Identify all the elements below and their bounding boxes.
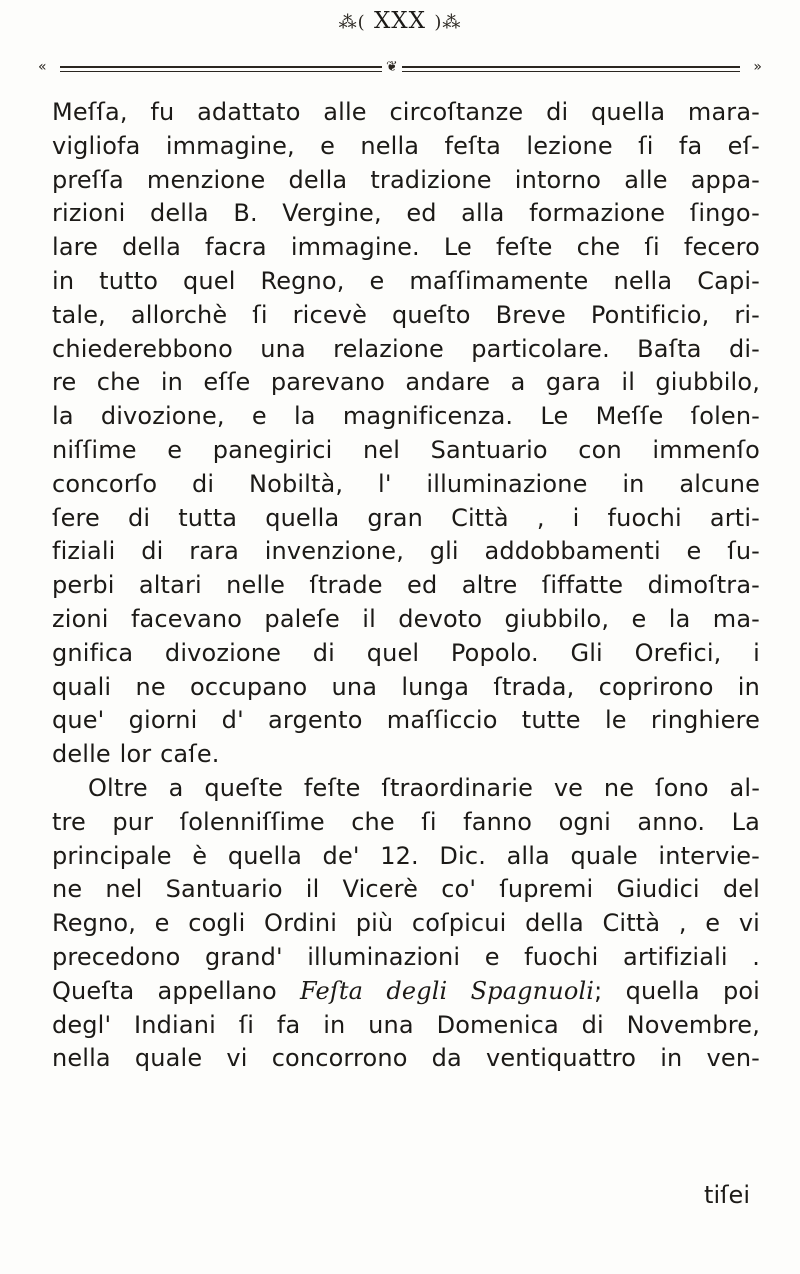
rule-end-right-ornament: » bbox=[753, 59, 762, 75]
text-line: gnifica divozione di quel Popolo. Gli Orefici, i bbox=[52, 638, 760, 667]
text-line: Regno, e cogli Ordini più coſpicui della Città , e vi bbox=[52, 909, 760, 938]
text-line: degl' Indiani ſi fa in una Domenica di Novembre, bbox=[52, 1010, 760, 1039]
text-line: perbi altari nelle ſtrade ed altre ſiffatte dimoſtra- bbox=[52, 571, 760, 600]
rule-center-ornament: ❦ bbox=[382, 59, 402, 75]
text-line: re che in eſſe parevano andare a gara il giubbilo, bbox=[52, 368, 760, 397]
text-line: precedono grand' illuminazioni e fuochi artifiziali . bbox=[52, 942, 760, 971]
text-line: la divozione, e la magnificenza. Le Meſſe ſolen- bbox=[52, 402, 760, 431]
text-line: ne nel Santuario il Vicerè co' ſupremi Giudici del bbox=[52, 875, 760, 904]
text-line: principale è quella de' 12. Dic. alla quale intervie- bbox=[52, 841, 760, 870]
text-line: lare della facra immagine. Le feſte che ſi fecero bbox=[52, 233, 760, 262]
page-header bbox=[0, 8, 800, 48]
text-line: fiziali di rara invenzione, gli addobbamenti e ſu- bbox=[52, 537, 760, 566]
text-line: niſſime e panegirici nel Santuario con immenſo bbox=[52, 435, 760, 464]
header-ornament-left: ⁂( bbox=[338, 11, 366, 33]
text-segment: ; quella poi bbox=[594, 976, 760, 1005]
text-line: in tutto quel Regno, e maſſimamente nella Capi- bbox=[52, 266, 760, 295]
rule-end-left-ornament: « bbox=[38, 59, 47, 75]
text-line: tale, allorchè ſi ricevè queſto Breve Pontificio, ri- bbox=[52, 300, 760, 329]
text-line: rizioni della B. Vergine, ed alla formazione ſingo- bbox=[52, 199, 760, 228]
text-line: nella quale vi concorrono da ventiquattro in ven- bbox=[52, 1044, 760, 1073]
text-segment: Queſta appellano bbox=[52, 976, 300, 1005]
text-line: vigliofa immagine, e nella feſta lezione ſi fa eſ- bbox=[52, 131, 760, 160]
paragraph-2-first-line: Oltre a queſte feſte ſtraordinarie ve ne ſono al- bbox=[88, 773, 760, 802]
text-line-with-italic bbox=[52, 975, 760, 1009]
text-line: zioni facevano paleſe il devoto giubbilo, e la ma- bbox=[52, 604, 760, 633]
text-line-last: delle lor caſe. bbox=[52, 740, 220, 769]
header-ornament-right: )⁂ bbox=[434, 11, 462, 33]
text-line: quali ne occupano una lunga ſtrada, coprirono in bbox=[52, 672, 760, 701]
text-line: Meſſa, fu adattato alle circoſtanze di quella mara- bbox=[52, 98, 760, 126]
text-line: chiederebbono una relazione particolare. Baſta di- bbox=[52, 334, 760, 363]
text-line: ſere di tutta quella gran Città , i fuochi arti- bbox=[52, 503, 760, 532]
page-number: XXX bbox=[373, 8, 427, 34]
decorative-rule bbox=[38, 59, 762, 76]
body-text bbox=[52, 96, 760, 1076]
text-line: preſſa menzione della tradizione intorno alle appa- bbox=[52, 165, 760, 194]
text-line: concorſo di Nobiltà, l' illuminazione in alcune bbox=[52, 469, 760, 498]
text-line: que' giorni d' argento maſſiccio tutte le ringhiere bbox=[52, 706, 760, 735]
text-line: tre pur ſolenniſſime che ſi fanno ogni anno. La bbox=[52, 807, 760, 836]
italic-title: Feſta degli Spagnuoli bbox=[300, 976, 595, 1005]
catchword: tiſei bbox=[704, 1181, 750, 1209]
